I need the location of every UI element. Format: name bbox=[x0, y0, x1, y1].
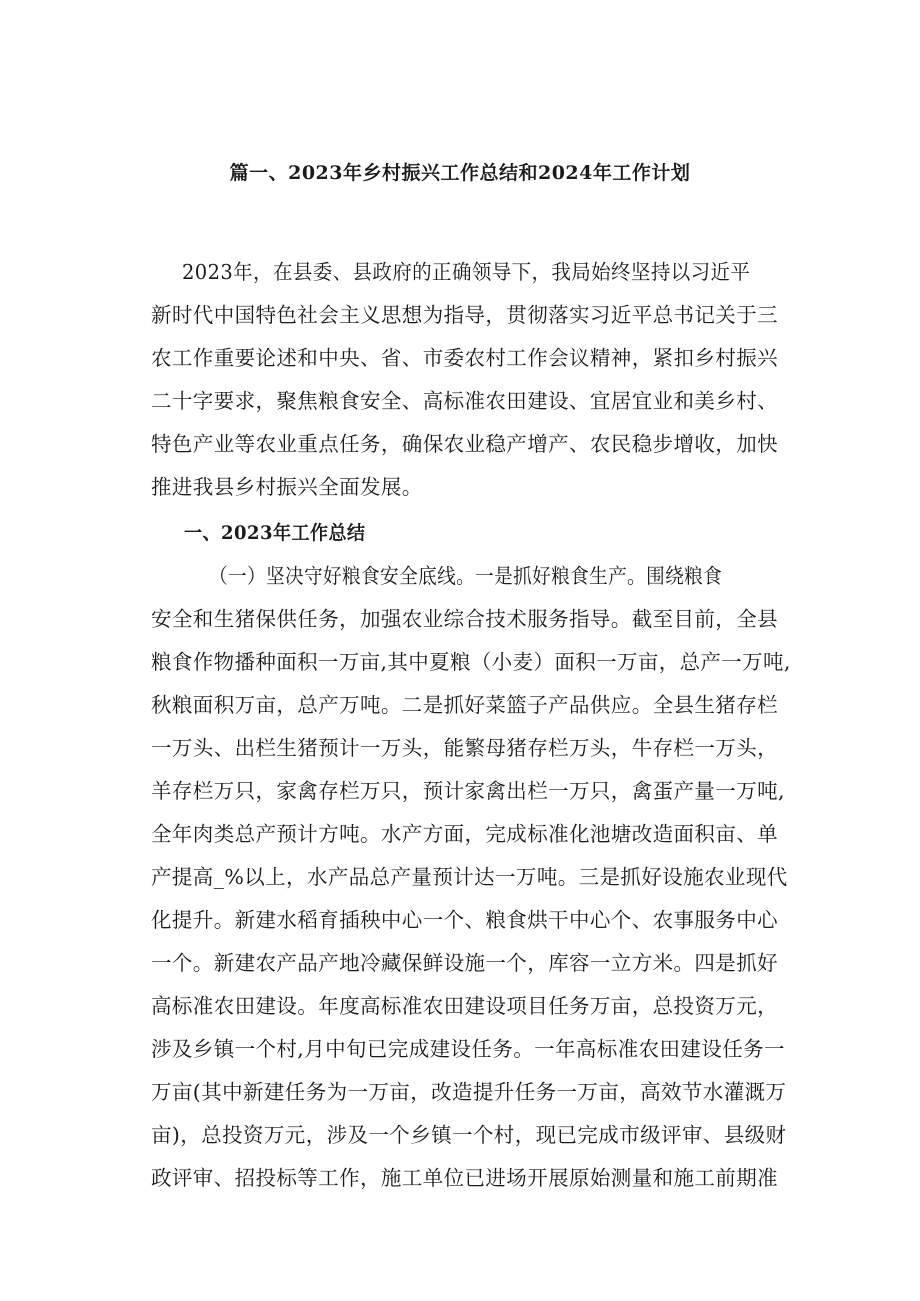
section-line: 一个。新建农产品产地冷藏保鲜设施一个，库容一立方米。四是抓好 bbox=[151, 951, 778, 975]
section-line: 万亩(其中新建任务为一万亩，改造提升任务一万亩，高效节水灌溉万 bbox=[151, 1080, 787, 1104]
intro-line: 特色产业等农业重点任务，确保农业稳产增产、农民稳步增收，加快 bbox=[151, 432, 778, 456]
section-line: 化提升。新建水稻育插秧中心一个、粮食烘干中心个、农事服务中心 bbox=[151, 908, 778, 932]
section-line: 涉及乡镇一个村,月中旬已完成建设任务。一年高标准农田建设任务一 bbox=[151, 1037, 785, 1061]
section-line: 政评审、招投标等工作，施工单位已进场开展原始测量和施工前期准 bbox=[151, 1166, 778, 1190]
section-line: （一）坚决守好粮食安全底线。一是抓好粮食生产。围绕粮食 bbox=[209, 564, 723, 588]
section-line: 安全和生猪保供任务，加强农业综合技术服务指导。截至目前，全县 bbox=[151, 607, 778, 631]
section-line: 羊存栏万只，家禽存栏万只，预计家禽出栏一万只，禽蛋产量一万吨, bbox=[151, 779, 785, 803]
intro-line: 农工作重要论述和中央、省、市委农村工作会议精神，紧扣乡村振兴 bbox=[151, 346, 778, 370]
section-line: 秋粮面积万亩，总产万吨。二是抓好菜篮子产品供应。全县生猪存栏 bbox=[151, 693, 778, 717]
intro-line: 推进我县乡村振兴全面发展。 bbox=[151, 475, 423, 499]
section-line: 一万头、出栏生猪预计一万头，能繁母猪存栏万头，牛存栏一万头， bbox=[151, 736, 778, 760]
intro-line: 2023年，在县委、县政府的正确领导下，我局始终坚持以习近平 bbox=[182, 260, 751, 284]
intro-line: 二十字要求，聚焦粮食安全、高标准农田建设、宜居宜业和美乡村、 bbox=[151, 389, 778, 413]
section-line: 高标准农田建设。年度高标准农田建设项目任务万亩，总投资万元， bbox=[151, 994, 778, 1018]
section-line: 粮食作物播种面积一万亩,其中夏粮（小麦）面积一万亩，总产一万吨, bbox=[151, 650, 791, 674]
intro-line: 新时代中国特色社会主义思想为指导，贯彻落实习近平总书记关于三 bbox=[151, 303, 778, 327]
section-heading: 一、2023年工作总结 bbox=[184, 522, 366, 544]
section-line: 产提高_%以上，水产品总产量预计达一万吨。三是抓好设施农业现代 bbox=[151, 865, 788, 889]
section-line: 全年肉类总产预计方吨。水产方面，完成标准化池塘改造面积亩、单 bbox=[151, 822, 778, 846]
section-line: 亩)，总投资万元，涉及一个乡镇一个村，现已完成市级评审、县级财 bbox=[151, 1123, 787, 1147]
document-title: 篇一、2023年乡村振兴工作总结和2024年工作计划 bbox=[229, 162, 691, 184]
